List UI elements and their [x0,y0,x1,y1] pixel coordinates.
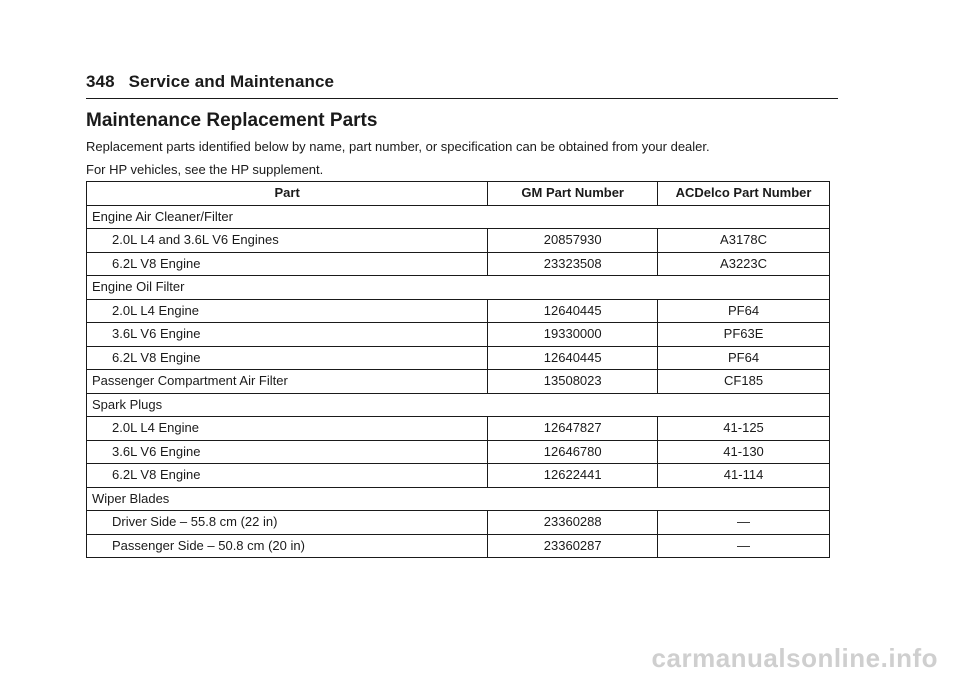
acdelco-part-number-cell: 41-114 [658,464,830,488]
acdelco-part-number-cell: A3178C [658,229,830,253]
gm-part-number-cell: 23323508 [488,252,658,276]
intro-paragraph: Replacement parts identified below by name, part number, or specification can be obtained from your dealer. [86,139,710,154]
gm-part-number-cell: 12622441 [488,464,658,488]
part-name-cell: 3.6L V6 Engine [87,323,488,347]
group-label: Engine Air Cleaner/Filter [87,205,830,229]
acdelco-part-number-cell: 41-125 [658,417,830,441]
table-row [87,323,830,347]
acdelco-part-number-cell: — [658,534,830,558]
table-group-row [87,205,830,229]
page-title: Maintenance Replacement Parts [86,110,378,131]
table-row [87,370,830,394]
acdelco-part-number-cell: CF185 [658,370,830,394]
table-row [87,299,830,323]
group-label: Wiper Blades [87,487,830,511]
acdelco-part-number-cell: 41-130 [658,440,830,464]
gm-part-number-cell: 12640445 [488,346,658,370]
header-gm-part-number: GM Part Number [488,182,658,206]
header-acdelco-part-number: ACDelco Part Number [658,182,830,206]
gm-part-number-cell: 23360288 [488,511,658,535]
part-name-cell: 2.0L L4 Engine [87,299,488,323]
acdelco-part-number-cell: PF63E [658,323,830,347]
table-row [87,417,830,441]
table-row [87,252,830,276]
table-row [87,534,830,558]
part-name-cell: Driver Side – 55.8 cm (22 in) [87,511,488,535]
gm-part-number-cell: 13508023 [488,370,658,394]
acdelco-part-number-cell: — [658,511,830,535]
watermark: carmanualsonline.info [651,643,938,673]
acdelco-part-number-cell: PF64 [658,346,830,370]
parts-table [86,181,830,558]
acdelco-part-number-cell: PF64 [658,299,830,323]
part-name-cell: 2.0L L4 and 3.6L V6 Engines [87,229,488,253]
table-row [87,229,830,253]
table-row [87,440,830,464]
gm-part-number-cell: 20857930 [488,229,658,253]
gm-part-number-cell: 19330000 [488,323,658,347]
page-number: 348 [86,72,115,91]
part-name-cell: 6.2L V8 Engine [87,346,488,370]
group-label: Engine Oil Filter [87,276,830,300]
part-name-cell: 2.0L L4 Engine [87,417,488,441]
table-row [87,511,830,535]
part-name-cell: 6.2L V8 Engine [87,464,488,488]
header-rule [86,98,838,99]
part-name-cell: Passenger Compartment Air Filter [87,370,488,394]
table-group-row [87,393,830,417]
acdelco-part-number-cell: A3223C [658,252,830,276]
part-name-cell: 3.6L V6 Engine [87,440,488,464]
part-name-cell: Passenger Side – 50.8 cm (20 in) [87,534,488,558]
gm-part-number-cell: 12647827 [488,417,658,441]
gm-part-number-cell: 12646780 [488,440,658,464]
section-title: Service and Maintenance [128,72,335,91]
header-part: Part [87,182,488,206]
gm-part-number-cell: 23360287 [488,534,658,558]
gm-part-number-cell: 12640445 [488,299,658,323]
table-group-row [87,487,830,511]
group-label: Spark Plugs [87,393,830,417]
table-header-row [87,182,830,206]
part-name-cell: 6.2L V8 Engine [87,252,488,276]
page-header [86,72,334,92]
hp-note: For HP vehicles, see the HP supplement. [86,162,324,177]
table-row [87,464,830,488]
table-row [87,346,830,370]
table-group-row [87,276,830,300]
